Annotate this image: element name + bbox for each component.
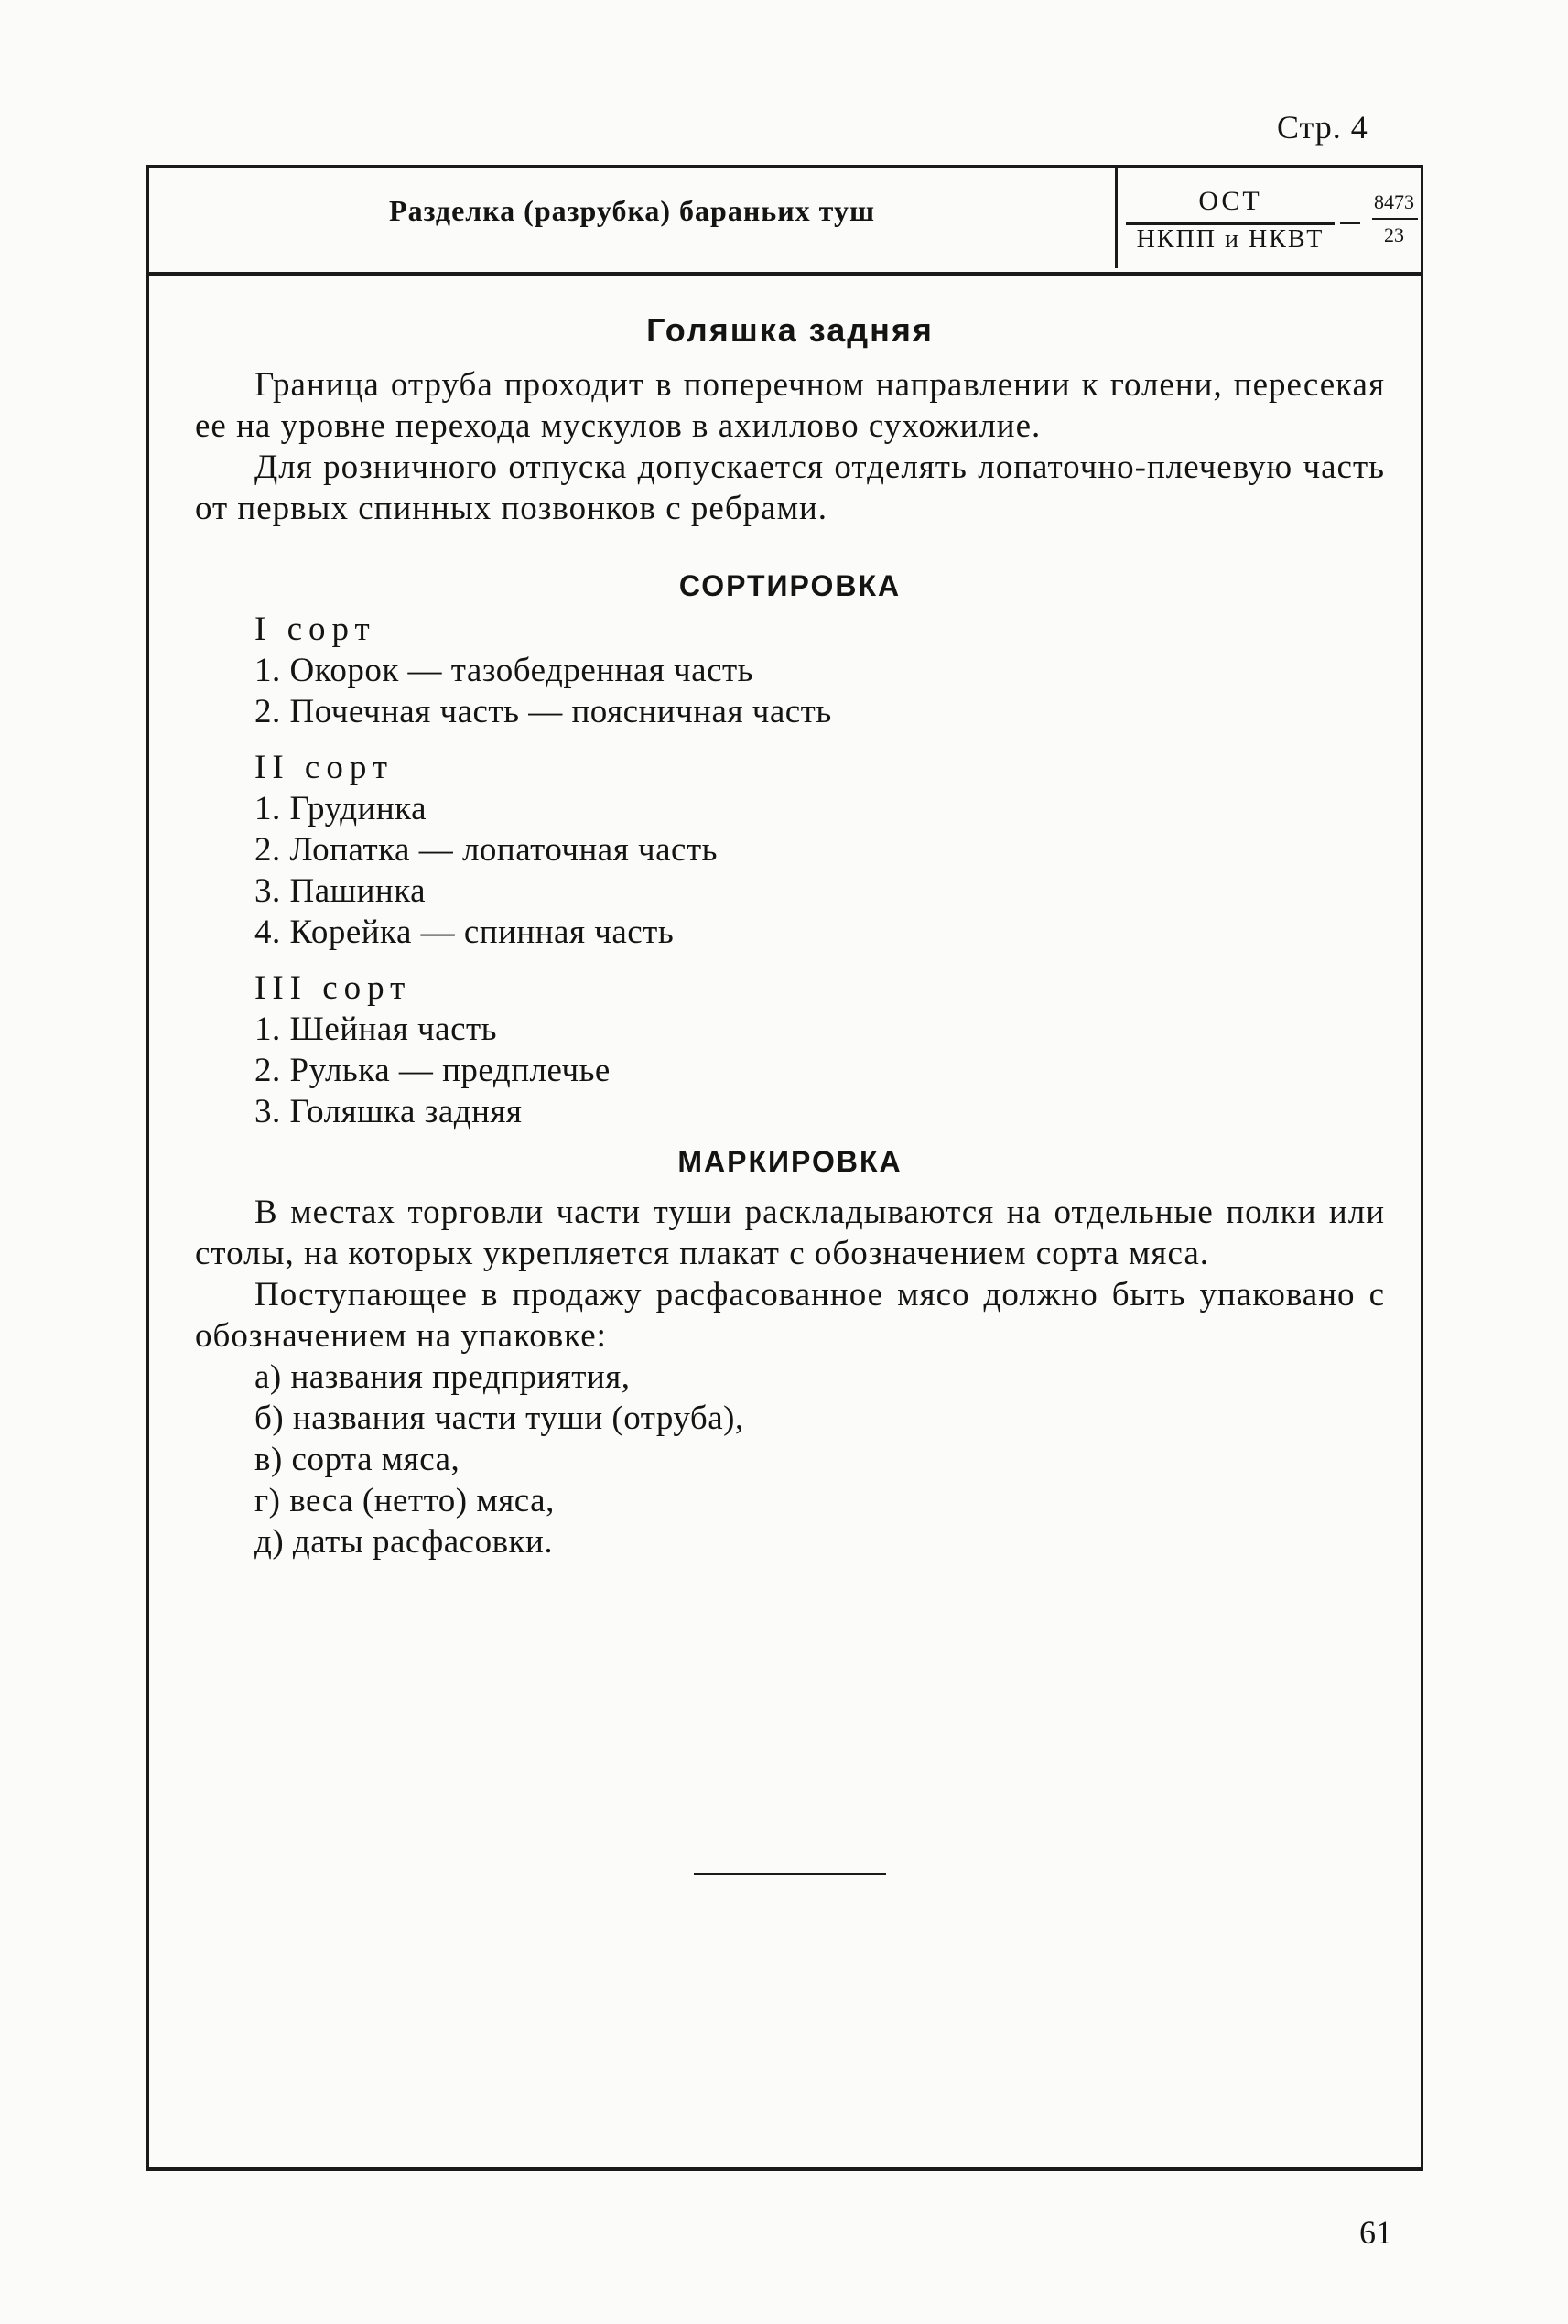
list-item: 3. Пашинка bbox=[254, 872, 427, 910]
grade-title: II сорт bbox=[254, 749, 394, 786]
list-item: 2. Лопатка — лопаточная часть bbox=[254, 831, 718, 869]
document-body bbox=[195, 311, 1385, 1562]
frame-right-line bbox=[1421, 165, 1423, 2169]
list-item: 3. Голяшка задняя bbox=[254, 1093, 523, 1130]
standard-organization: НКПП и НКВТ bbox=[1136, 225, 1325, 254]
section-title-shin: Голяшка задняя bbox=[646, 311, 934, 349]
header-divider bbox=[1115, 168, 1118, 268]
standard-year: 23 bbox=[1384, 223, 1404, 246]
grade-block bbox=[195, 747, 1385, 953]
list-item: д) даты расфасовки. bbox=[254, 1523, 554, 1561]
standard-code: ОСТ bbox=[1198, 186, 1262, 216]
standard-dash bbox=[1340, 222, 1360, 224]
frame-bottom-line bbox=[146, 2167, 1423, 2171]
list-item: 1. Грудинка bbox=[254, 790, 427, 827]
grade-title: III сорт bbox=[254, 969, 412, 1007]
paragraph: Поступающее в продажу расфасованное мясо должно быть упаковано с обозначением на упаковке: bbox=[195, 1276, 1385, 1355]
list-item: а) названия предприятия, bbox=[254, 1358, 631, 1396]
paragraph: Для розничного отпуска допускается отделять лопаточно-плечевую часть от первых спинных позвонков с ребрами. bbox=[195, 449, 1385, 527]
page-number: 61 bbox=[1359, 2214, 1392, 2251]
paragraph: В местах торговли части туши раскладываются на отдельные полки или столы, на которых укрепляется плакат с обозначением сорта мяса. bbox=[195, 1194, 1385, 1272]
paragraph: Граница отруба проходит в поперечном направлении к голени, пересекая ее на уровне перехода мускулов в ахиллово сухожилие. bbox=[195, 366, 1385, 445]
grade-block bbox=[195, 967, 1385, 1132]
grade-title: I сорт bbox=[254, 611, 376, 648]
end-rule bbox=[694, 1873, 886, 1875]
grade-list bbox=[195, 1009, 1385, 1132]
grade-block bbox=[195, 609, 1385, 732]
list-item: 2. Почечная часть — поясничная часть bbox=[254, 693, 832, 730]
frame-top-line bbox=[146, 165, 1422, 168]
page-label-top: Стр. 4 bbox=[1277, 109, 1368, 146]
standard-number: 8473 bbox=[1374, 190, 1414, 213]
list-item: 2. Рулька — предплечье bbox=[254, 1052, 611, 1089]
marking-list bbox=[195, 1357, 1385, 1562]
frame-left-line bbox=[146, 165, 149, 2169]
list-item: 1. Шейная часть bbox=[254, 1011, 498, 1048]
grade-list bbox=[195, 650, 1385, 732]
list-item: б) названия части туши (отруба), bbox=[254, 1400, 744, 1437]
grade-list bbox=[195, 788, 1385, 953]
header-bottom-line bbox=[146, 272, 1422, 276]
list-item: 1. Окорок — тазобедренная часть bbox=[254, 652, 754, 689]
section-title-sorting: СОРТИРОВКА bbox=[678, 569, 902, 602]
list-item: в) сорта мяса, bbox=[254, 1441, 460, 1478]
section-title-marking: МАРКИРОВКА bbox=[677, 1145, 903, 1178]
list-item: г) веса (нетто) мяса, bbox=[254, 1482, 555, 1519]
standard-number-line bbox=[1372, 218, 1418, 220]
list-item: 4. Корейка — спинная часть bbox=[254, 913, 675, 951]
document-title: Разделка (разрубка) бараньих туш bbox=[389, 194, 875, 227]
